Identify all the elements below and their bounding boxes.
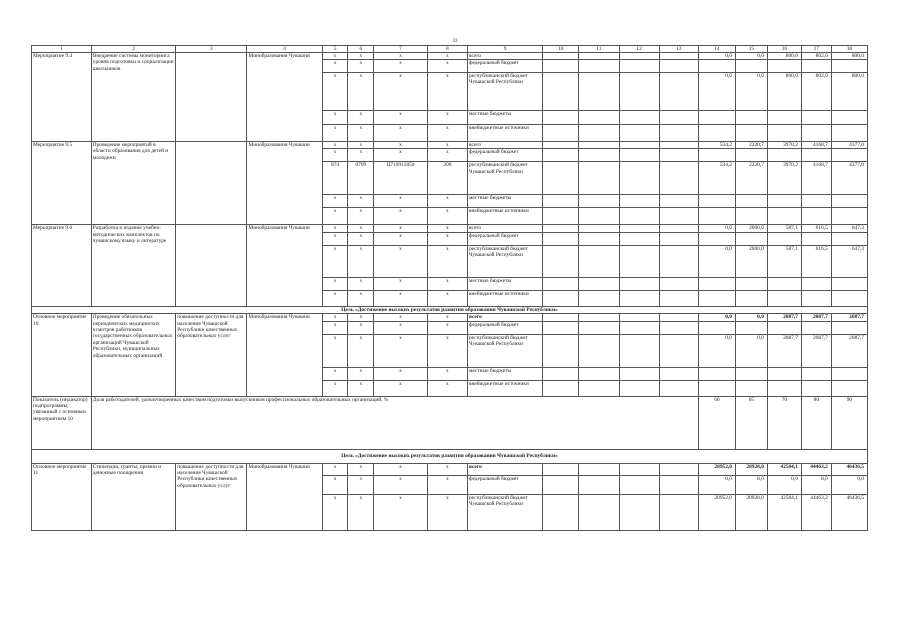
code-cell: x: [427, 334, 467, 367]
code-cell: x: [348, 494, 374, 530]
code-cell: x: [374, 463, 428, 475]
value-cell: 0,0: [735, 72, 767, 110]
code-cell: x: [427, 53, 467, 60]
goal-title: Цель «Достижение высоких результатов развития образования Чувашской Республики»: [32, 306, 868, 313]
value-cell: 587,1: [767, 225, 801, 232]
value-cell: 0,0: [698, 72, 735, 110]
col-header: 8: [427, 46, 467, 53]
value-cell: 3970,2: [767, 162, 801, 195]
source-cell: федеральный бюджет: [467, 475, 542, 494]
value-cell: 0,0: [831, 475, 867, 494]
code-cell: x: [374, 290, 428, 306]
value-cell: 534,2: [698, 141, 735, 148]
col-header: 4: [247, 46, 322, 53]
indicator-value: 80: [801, 396, 831, 449]
table-row: [32, 53, 868, 60]
code-cell: x: [348, 314, 374, 321]
measure-label: Мероприятие 9.6: [32, 225, 92, 306]
col-header: 13: [659, 46, 698, 53]
code-cell: x: [427, 72, 467, 110]
code-cell: x: [348, 195, 374, 208]
code-cell: x: [322, 72, 348, 110]
code-cell: x: [374, 277, 428, 290]
source-cell: республиканский бюджет Чувашской Республики: [467, 245, 542, 277]
col-header: 12: [619, 46, 659, 53]
col-header: 11: [579, 46, 619, 53]
table-row: [32, 225, 868, 232]
code-cell: x: [348, 277, 374, 290]
code-cell: x: [348, 60, 374, 73]
measure-executor: Минобразования Чувашии: [247, 463, 322, 530]
value-cell: 0,0: [698, 475, 735, 494]
value-cell: 28928,0: [735, 463, 767, 475]
code-cell: x: [427, 245, 467, 277]
value-cell: 0,0: [735, 475, 767, 494]
value-cell: 4377,0: [831, 162, 867, 195]
code-cell: x: [427, 475, 467, 494]
header-row: [32, 46, 868, 53]
measure-label: Основное мероприятие 10: [32, 314, 92, 396]
value-cell: 0,0: [735, 334, 767, 367]
source-cell: федеральный бюджет: [467, 60, 542, 73]
code-cell: x: [374, 149, 428, 162]
col-header: 18: [831, 46, 867, 53]
code-cell: x: [348, 124, 374, 141]
source-cell: внебюджетные источники: [467, 380, 542, 396]
code-cell: x: [322, 494, 348, 530]
source-cell: внебюджетные источники: [467, 208, 542, 225]
code-cell: x: [374, 208, 428, 225]
code-cell: x: [374, 110, 428, 124]
measure-label: Мероприятие 9.4: [32, 53, 92, 142]
goal-row: [32, 306, 868, 313]
code-cell: x: [374, 245, 428, 277]
measure-result: [176, 225, 247, 306]
value-cell: 4168,7: [801, 162, 831, 195]
col-header: 3: [176, 46, 247, 53]
source-cell: всего: [467, 141, 542, 148]
value-cell: 2087,7: [801, 334, 831, 367]
measure-name: Стипендии, гранты, премии и денежные поощрения: [91, 463, 176, 530]
code-cell: x: [427, 225, 467, 232]
code-cell: x: [374, 53, 428, 60]
source-cell: внебюджетные источники: [467, 290, 542, 306]
source-cell: всего: [467, 314, 542, 321]
goal-title: Цель «Достижение высоких результатов развития образования Чувашской Республики»: [32, 449, 868, 463]
code-cell: x: [427, 110, 467, 124]
code-cell: x: [322, 110, 348, 124]
code-cell: x: [348, 225, 374, 232]
value-cell: 0,0: [698, 53, 735, 60]
code-cell: x: [348, 208, 374, 225]
code-cell: x: [374, 314, 428, 321]
code-cell: x: [322, 53, 348, 60]
value-cell: 616,5: [801, 225, 831, 232]
value-cell: 2220,7: [735, 141, 767, 148]
code-cell: x: [374, 380, 428, 396]
source-cell: федеральный бюджет: [467, 149, 542, 162]
col-header: 9: [467, 46, 542, 53]
code-cell: x: [374, 225, 428, 232]
value-cell: 0,0: [767, 475, 801, 494]
source-cell: всего: [467, 463, 542, 475]
code-cell: x: [348, 245, 374, 277]
code-cell: x: [322, 463, 348, 475]
source-cell: республиканский бюджет Чувашской Республики: [467, 494, 542, 530]
code-cell: x: [322, 290, 348, 306]
value-cell: 534,2: [698, 162, 735, 195]
value-cell: 0,0: [801, 475, 831, 494]
code-cell: x: [427, 141, 467, 148]
value-cell: 800,0: [767, 53, 801, 60]
value-cell: 0,0: [698, 245, 735, 277]
source-cell: местные бюджеты: [467, 277, 542, 290]
code-cell: x: [348, 232, 374, 245]
value-cell: 2000,0: [735, 245, 767, 277]
code-cell: x: [322, 380, 348, 396]
code-cell: x: [427, 208, 467, 225]
code-cell: x: [348, 72, 374, 110]
code-cell: x: [348, 141, 374, 148]
value-cell: 42584,1: [767, 494, 801, 530]
value-cell: 616,5: [801, 245, 831, 277]
code-cell: x: [322, 314, 348, 321]
value-cell: 2220,7: [735, 162, 767, 195]
code-cell: x: [427, 367, 467, 380]
source-cell: внебюджетные источники: [467, 124, 542, 141]
code-cell: x: [374, 475, 428, 494]
code-cell: x: [348, 290, 374, 306]
value-cell: 44463,2: [801, 494, 831, 530]
value-cell: 800,0: [831, 53, 867, 60]
measure-label: Мероприятие 9.5: [32, 141, 92, 224]
code-cell: x: [348, 321, 374, 334]
code-cell: x: [322, 225, 348, 232]
code-cell: x: [374, 494, 428, 530]
code-cell: x: [348, 110, 374, 124]
indicator-value: 70: [767, 396, 801, 449]
code-cell: x: [348, 463, 374, 475]
col-header: 7: [374, 46, 428, 53]
col-header: 14: [698, 46, 735, 53]
code-cell: x: [427, 60, 467, 73]
indicator-text: Доля работодателей, удовлетворенных качеством подготовки выпускников профессиональных образовательных организаций, %: [91, 396, 698, 449]
table-row: [32, 314, 868, 321]
source-cell: республиканский бюджет Чувашской Республики: [467, 72, 542, 110]
value-cell: 46436,5: [831, 463, 867, 475]
code-cell: x: [374, 321, 428, 334]
value-cell: 2000,0: [735, 225, 767, 232]
code-cell: x: [427, 149, 467, 162]
source-cell: местные бюджеты: [467, 367, 542, 380]
measure-executor: Минобразования Чувашии: [247, 53, 322, 142]
code-cell: x: [322, 195, 348, 208]
code-cell: x: [348, 149, 374, 162]
code-cell: x: [374, 367, 428, 380]
col-header: 6: [348, 46, 374, 53]
code-cell: x: [374, 141, 428, 148]
value-cell: 4377,0: [831, 141, 867, 148]
page-number: 33: [452, 39, 458, 44]
measure-result: [176, 141, 247, 224]
code-cell: x: [374, 72, 428, 110]
code-cell: x: [427, 290, 467, 306]
value-cell: 2087,7: [831, 314, 867, 321]
code-cell: 200: [427, 162, 467, 195]
col-header: 2: [91, 46, 176, 53]
budget-table: [31, 45, 868, 531]
measure-executor: Минобразования Чувашии: [247, 141, 322, 224]
value-cell: 800,0: [767, 72, 801, 110]
measure-result: повышение доступности для населения Чувашской Республики качественных образовательных услуг: [176, 463, 247, 530]
col-header: 1: [32, 46, 92, 53]
measure-name: Разработка и издание учебно-методических комплектов по чувашскому языку и литературе: [91, 225, 176, 306]
value-cell: 0,0: [698, 334, 735, 367]
value-cell: 28952,0: [698, 494, 735, 530]
code-cell: Ц710911850: [374, 162, 428, 195]
code-cell: x: [322, 232, 348, 245]
code-cell: 0709: [348, 162, 374, 195]
measure-name: Внедрение системы мониторинга уровня подготовки и социализации школьников: [91, 53, 176, 142]
code-cell: x: [427, 232, 467, 245]
code-cell: x: [427, 321, 467, 334]
code-cell: x: [322, 367, 348, 380]
indicator-row: [32, 396, 868, 449]
value-cell: 0,0: [698, 225, 735, 232]
value-cell: 28928,0: [735, 494, 767, 530]
code-cell: x: [427, 277, 467, 290]
col-header: 17: [801, 46, 831, 53]
value-cell: 2087,7: [767, 314, 801, 321]
value-cell: 2087,7: [767, 334, 801, 367]
code-cell: x: [427, 380, 467, 396]
source-cell: федеральный бюджет: [467, 232, 542, 245]
value-cell: 647,3: [831, 225, 867, 232]
source-cell: местные бюджеты: [467, 110, 542, 124]
value-cell: 4168,7: [801, 141, 831, 148]
measure-executor: Минобразования Чувашии: [247, 314, 322, 396]
value-cell: 2087,7: [801, 314, 831, 321]
code-cell: x: [427, 463, 467, 475]
goal-row: [32, 449, 868, 463]
source-cell: республиканский бюджет Чувашской Республики: [467, 162, 542, 195]
code-cell: x: [322, 124, 348, 141]
code-cell: x: [322, 60, 348, 73]
value-cell: 44463,2: [801, 463, 831, 475]
indicator-label: Показатель (индикатор) подпрограммы, увязанный с основным мероприятием 10: [32, 396, 92, 449]
table-row: [32, 463, 868, 475]
source-cell: федеральный бюджет: [467, 321, 542, 334]
code-cell: x: [374, 334, 428, 367]
code-cell: x: [374, 232, 428, 245]
code-cell: x: [348, 334, 374, 367]
code-cell: x: [348, 475, 374, 494]
value-cell: 0,0: [735, 53, 767, 60]
measure-name: Проведение обязательных периодических медицинских осмотров работников государственных образовательных организаций Чувашской Республики, муниципальных образовательных организаций: [91, 314, 176, 396]
code-cell: x: [427, 124, 467, 141]
code-cell: x: [427, 314, 467, 321]
code-cell: x: [322, 141, 348, 148]
indicator-value: 90: [831, 396, 867, 449]
source-cell: всего: [467, 53, 542, 60]
value-cell: 0,0: [735, 314, 767, 321]
measure-result: [176, 53, 247, 142]
code-cell: x: [427, 195, 467, 208]
indicator-value: 60: [698, 396, 735, 449]
col-header: 5: [322, 46, 348, 53]
code-cell: x: [322, 208, 348, 225]
code-cell: x: [348, 380, 374, 396]
measure-executor: Минобразования Чувашии: [247, 225, 322, 306]
measure-name: Проведение мероприятий в области образования для детей и молодежи: [91, 141, 176, 224]
code-cell: x: [427, 494, 467, 530]
value-cell: 647,3: [831, 245, 867, 277]
table-row: [32, 141, 868, 148]
col-header: 16: [767, 46, 801, 53]
code-cell: 874: [322, 162, 348, 195]
code-cell: x: [374, 124, 428, 141]
source-cell: республиканский бюджет Чувашской Республики: [467, 334, 542, 367]
indicator-value: 65: [735, 396, 767, 449]
value-cell: 46436,5: [831, 494, 867, 530]
value-cell: 3970,2: [767, 141, 801, 148]
code-cell: x: [374, 60, 428, 73]
code-cell: x: [322, 245, 348, 277]
code-cell: x: [348, 53, 374, 60]
source-cell: всего: [467, 225, 542, 232]
code-cell: x: [322, 334, 348, 367]
value-cell: 802,0: [801, 53, 831, 60]
value-cell: 42584,1: [767, 463, 801, 475]
value-cell: 802,0: [801, 72, 831, 110]
value-cell: 28952,0: [698, 463, 735, 475]
measure-label: Основное мероприятие 11: [32, 463, 92, 530]
value-cell: 587,1: [767, 245, 801, 277]
value-cell: 2087,7: [831, 334, 867, 367]
code-cell: x: [322, 277, 348, 290]
code-cell: x: [322, 475, 348, 494]
value-cell: 0,0: [698, 314, 735, 321]
value-cell: 800,0: [831, 72, 867, 110]
col-header: 10: [543, 46, 579, 53]
code-cell: x: [322, 321, 348, 334]
code-cell: x: [348, 367, 374, 380]
col-header: 15: [735, 46, 767, 53]
code-cell: x: [374, 195, 428, 208]
code-cell: x: [322, 149, 348, 162]
measure-result: повышение доступности для населения Чувашской Республики качественных образовательных услуг: [176, 314, 247, 396]
source-cell: местные бюджеты: [467, 195, 542, 208]
